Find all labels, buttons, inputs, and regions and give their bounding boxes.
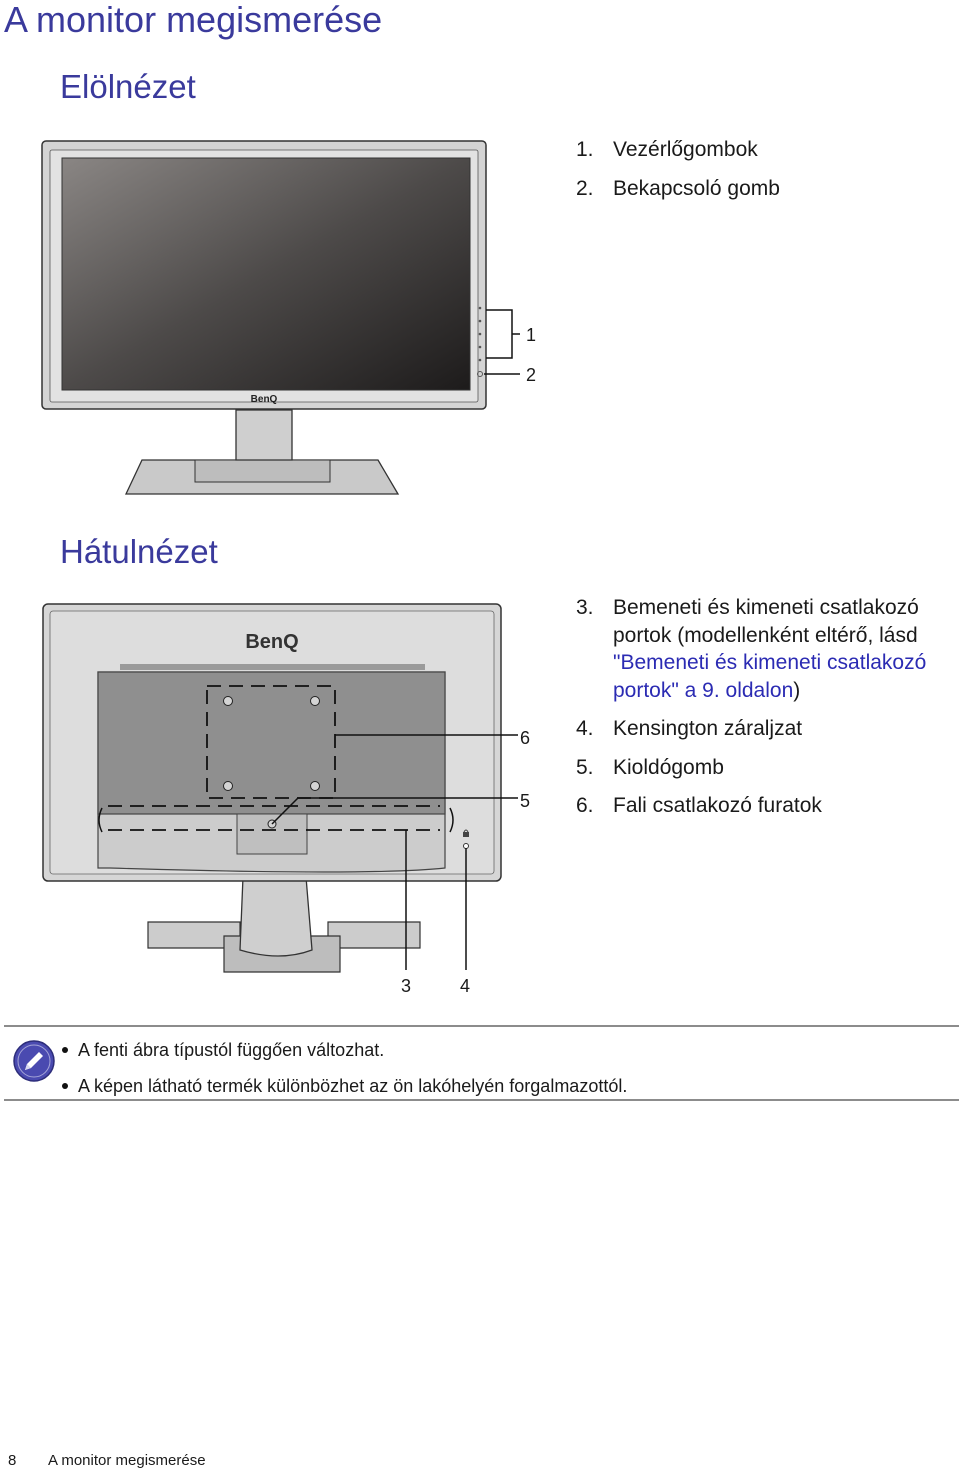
callout-2: 2 [526, 365, 537, 385]
kensington-slot [464, 844, 469, 849]
front-stand-neck [236, 410, 292, 460]
front-view-title: Elölnézet [60, 68, 196, 105]
note-box [4, 1025, 959, 1101]
legend-item-2: 2. Bekapcsoló gomb [576, 177, 780, 200]
rear-view-legend [576, 594, 933, 820]
rear-view-title: Hátulnézet [60, 533, 218, 570]
rear-brand-logo: BenQ [245, 631, 299, 653]
legend-item-6: 6. Fali csatlakozó furatok [576, 794, 822, 817]
front-screen [62, 158, 470, 390]
running-title: A monitor megismerése [48, 1452, 206, 1469]
legend-item-3: 3. Bemeneti és kimeneti csatlakozó portok (modellenként eltérő, lásd "Bemeneti és kimeneti csatlakozó portok" a 9. oldalon) [576, 596, 927, 702]
legend-item-4: 4. Kensington záraljzat [576, 717, 803, 740]
note-list [62, 1032, 627, 1104]
front-brand-logo: BenQ [250, 394, 278, 405]
pencil-icon [12, 1039, 56, 1083]
chapter-title: A monitor megismerése [4, 0, 383, 40]
legend-item-5: 5. Kioldógomb [576, 755, 724, 779]
callout-4: 4 [460, 976, 471, 996]
page-footer [8, 1452, 206, 1469]
callout-1: 1 [526, 325, 537, 345]
page-number: 8 [8, 1452, 17, 1469]
front-view-illustration [40, 138, 550, 500]
rear-view-illustration [40, 600, 560, 1000]
note-item: A képen látható termék különbözhet az ön lakóhelyén forgalmazottól. [62, 1068, 627, 1104]
port-reference-link[interactable]: "Bemeneti és kimeneti csatlakozó portok" a 9. oldalon [613, 651, 927, 702]
front-stand-foot [195, 460, 330, 482]
note-item: A fenti ábra típustól függően változhat. [62, 1032, 627, 1068]
front-view-legend [576, 130, 780, 208]
callout-6: 6 [520, 728, 531, 748]
callout-3: 3 [401, 976, 412, 996]
legend-item-1: 1. Vezérlőgombok [576, 138, 758, 161]
callout-5: 5 [520, 791, 531, 811]
